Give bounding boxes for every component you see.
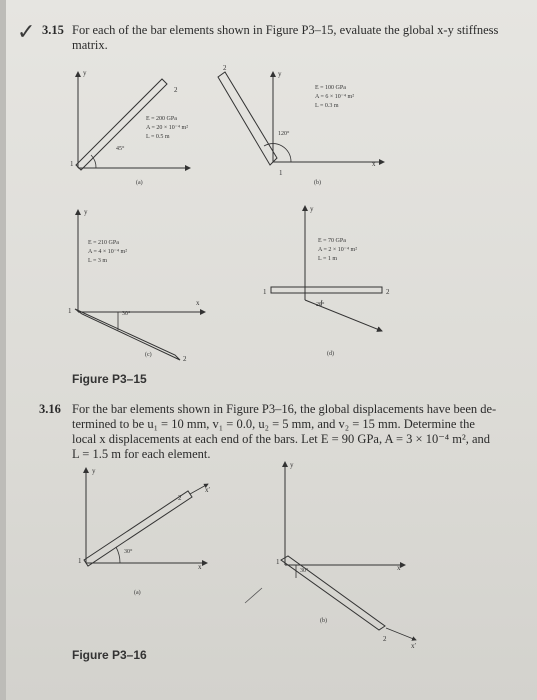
axis-label: x	[196, 299, 200, 307]
property-label: E = 200 GPa	[146, 116, 177, 122]
problem-number: 3.16	[39, 402, 61, 416]
axis-label: y	[290, 461, 294, 469]
problem-text-line: termined to be u₁ = 10 mm, v₁ = 0.0, u₂ = 5 mm, and v₂ = 15 mm. Determine the	[72, 417, 475, 431]
node-label: 2	[383, 635, 387, 643]
node-label: 1	[279, 169, 283, 177]
figure-d	[271, 206, 382, 331]
angle-label: 30°	[124, 549, 133, 555]
subfigure-label: (c)	[145, 352, 152, 358]
node-label: 2	[174, 86, 178, 94]
angle-label: 120°	[278, 131, 290, 137]
axis-label: x′	[205, 486, 211, 494]
property-label: E = 70 GPa	[318, 238, 346, 244]
node-label: 1	[70, 160, 74, 168]
node-label: 1	[68, 307, 72, 315]
angle-label: 30°	[300, 568, 309, 574]
pencil-mark	[245, 588, 262, 603]
node-label: 1	[78, 557, 82, 565]
problem-text-line: matrix.	[72, 38, 108, 52]
subfigure-label: (a)	[136, 180, 143, 186]
property-label: A = 6 × 10⁻⁴ m²	[315, 94, 354, 100]
property-label: A = 4 × 10⁻⁴ m²	[88, 249, 127, 255]
property-label: A = 2 × 10⁻⁴ m²	[318, 247, 357, 253]
problem-text-line: L = 1.5 m for each element.	[72, 447, 211, 461]
subfigure-label: (b)	[320, 618, 327, 624]
bar-element	[218, 72, 277, 165]
figure-b	[218, 72, 384, 165]
subfigure-label: (a)	[134, 590, 141, 596]
angle-label: 45°	[116, 146, 125, 152]
bar-element	[271, 287, 382, 293]
property-label: L = 1 m	[318, 256, 337, 262]
problem-text-line: local x displacements at each end of the bars. Let E = 90 GPa, A = 3 × 10⁻⁴ m², and	[72, 432, 491, 446]
node-label: 2	[183, 355, 187, 363]
figure-caption: Figure P3–15	[72, 372, 147, 386]
node-label: 1	[263, 288, 267, 296]
axis-label: x	[397, 564, 401, 572]
problem-text-line: For the bar elements shown in Figure P3–16, the global displacements have been de-	[72, 402, 497, 416]
node-label: 1	[276, 558, 280, 566]
angle-label: 20°	[316, 302, 325, 308]
problem-text-line: For each of the bar elements shown in Figure P3–15, evaluate the global x-y stiffness	[72, 23, 499, 37]
bar-element	[281, 556, 385, 630]
local-x-axis	[386, 628, 416, 640]
figure-16b	[281, 462, 416, 640]
property-label: E = 210 GPa	[88, 240, 119, 246]
axis-label: y	[310, 205, 314, 213]
bar-element	[84, 491, 192, 566]
subfigure-label: (d)	[327, 351, 334, 357]
problem-number: 3.15	[42, 23, 64, 37]
node-label: 2	[223, 64, 227, 72]
axis-label: y	[84, 208, 88, 216]
checkmark-icon: ✓	[17, 20, 36, 45]
axis-label: x′	[411, 642, 417, 650]
axis-label: x	[372, 160, 376, 168]
angle-label: 30°	[122, 311, 131, 317]
figure-caption: Figure P3–16	[72, 648, 147, 662]
subfigure-label: (b)	[314, 180, 321, 186]
axis-label: y	[83, 69, 87, 77]
axis-label: x	[198, 563, 202, 571]
property-label: E = 100 GPa	[315, 85, 346, 91]
node-label: 2	[386, 288, 390, 296]
axis-label: y	[278, 70, 282, 78]
figure-16a	[84, 468, 208, 566]
property-label: L = 0.5 m	[146, 134, 170, 140]
angle-arc	[264, 144, 291, 162]
node-label: 2	[178, 494, 182, 502]
figure-c	[75, 210, 205, 360]
axis-label: y	[92, 467, 96, 475]
property-label: L = 3 m	[88, 258, 107, 264]
property-label: L = 0.3 m	[315, 103, 339, 109]
property-label: A = 20 × 10⁻⁴ m²	[146, 125, 188, 131]
angle-arc	[116, 547, 120, 563]
